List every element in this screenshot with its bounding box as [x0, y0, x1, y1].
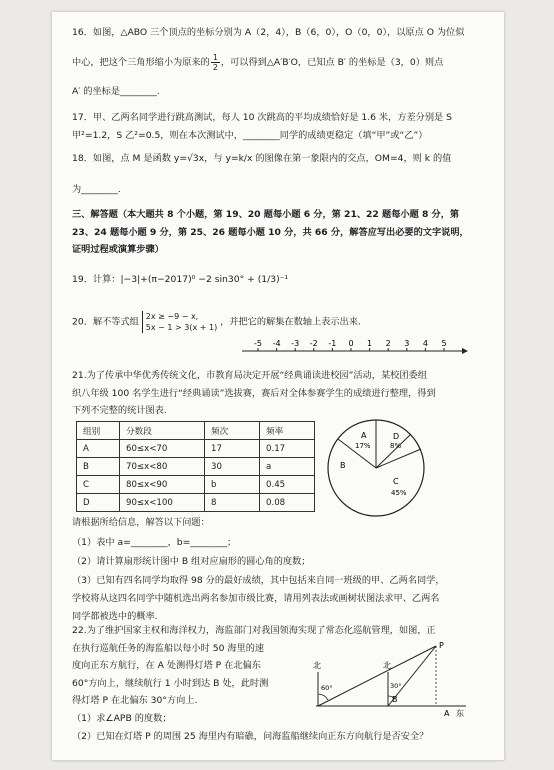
- table-cell: 0.08: [260, 494, 315, 512]
- section3-line3: 证明过程或演算步骤）: [72, 244, 164, 255]
- q16-line2-a: 中心，把这个三角形缩小为原来的: [72, 57, 210, 68]
- table-row: [77, 440, 315, 458]
- number-line-label: -3: [291, 339, 300, 348]
- table-cell: 0.17: [260, 440, 315, 458]
- table-header-cell: 组别: [77, 422, 120, 440]
- number-line-label: -5: [254, 339, 262, 348]
- q17-line2: 甲²=1.2，S 乙²=0.5，则在本次测试中，________同学的成绩更稳定（填“甲”或“乙”）: [72, 130, 428, 141]
- table-cell: 90≤x<100: [120, 494, 205, 512]
- table-row: [77, 458, 315, 476]
- point-b-label: B: [392, 695, 398, 704]
- q18-line1: 18．如图，点 M 是函数 y=√3x，与 y=k/x 的图像在第一象限内的交点，OM=4，则 k 的值: [72, 153, 452, 164]
- table-header-row: [77, 422, 315, 440]
- table-cell: 80≤x<90: [120, 476, 205, 494]
- q21-line1: 21.为了传承中华优秀传统文化，市教育局决定开展“经典诵读进校园”活动，某校团委组: [72, 370, 427, 381]
- q21-instruction: 请根据所给信息，解答以下问题：: [72, 517, 210, 528]
- section3-line1: 三、解答题（本大题共 8 个小题，第 19、20 题每小题 6 分，第 21、22 题每小题 8 分，第: [72, 209, 460, 220]
- inequality-2: 5x − 1 > 3(x + 1): [145, 323, 218, 332]
- number-line-label: -1: [328, 339, 337, 348]
- pie-pct-a: 17%: [355, 442, 371, 450]
- q21-part3-line2: 学校将从这四名同学中随机选出两名参加市级比赛，请用列表法或画树状图法求甲、乙两名: [72, 593, 440, 604]
- q21-part2: （2）请计算扇形统计图中 B 组对应扇形的圆心角的度数；: [72, 556, 311, 567]
- lighthouse-figure: [296, 638, 478, 718]
- number-line-label: 5: [441, 339, 447, 348]
- pie-label-c: C: [393, 477, 399, 486]
- inequality-1: 2x ≥ −9 − x,: [145, 312, 199, 321]
- q21-line2: 织八年级 100 名学生进行“经典诵读”选拔赛，赛后对全体参赛学生的成绩进行整理，得到: [72, 388, 436, 399]
- point-a-label: A: [444, 709, 450, 718]
- number-line-label: 3: [404, 339, 410, 348]
- table-cell: a: [260, 458, 315, 476]
- table-cell: 30: [205, 458, 260, 476]
- pie-pct-c: 45%: [391, 489, 407, 497]
- q21-line3: 下列不完整的统计图表.: [72, 405, 167, 416]
- table-row: [77, 494, 315, 512]
- table-cell: 0.45: [260, 476, 315, 494]
- frequency-table: [76, 421, 315, 512]
- table-row: [77, 476, 315, 494]
- pie-label-a: A: [361, 431, 367, 440]
- q22-part1: （1）求∠APB 的度数；: [72, 713, 172, 724]
- q22-line2: 在执行巡航任务的海监船以每小时 50 海里的速: [72, 643, 265, 654]
- q21-part3-line3: 同学都被选中的概率.: [72, 611, 158, 622]
- q22-part2: （2）已知在灯塔 P 的周围 25 海里内有暗礁，问海监船继续向正东方向航行是否安全？: [72, 731, 429, 742]
- q16-line3: A′ 的坐标是________.: [72, 86, 160, 97]
- q20-suffix: ，并把它的解集在数轴上表示出来.: [220, 316, 361, 328]
- q16-line1: 16．如图，△ABO 三个顶点的坐标分别为 A（2，4），B（6，0），O（0，0），以原点 O 为位似: [72, 27, 465, 38]
- q22-line4: 60°方向上，继续航行 1 小时到达 B 处，此时测: [72, 678, 269, 689]
- q17-line1: 17．甲、乙两名同学进行跳高测试，每人 10 次跳高的平均成绩恰好是 1.6 米，方差分别是 S: [72, 112, 452, 123]
- pie-label-b: B: [340, 461, 346, 470]
- q22-line5: 得灯塔 P 在北偏东 30°方向上.: [72, 695, 198, 706]
- angle-arc-a: [318, 694, 328, 700]
- q19-text: 19．计算：|−3|+(π−2017)⁰ −2 sin30° + (1/3)⁻¹: [72, 274, 289, 285]
- q22-line1: 22.为了维护国家主权和海洋权力，海监部门对我国领海实现了常态化巡航管理，如图，正: [72, 625, 436, 636]
- angle-30-label: 30°: [390, 682, 402, 690]
- east-label: 东: [456, 709, 464, 718]
- point-p-label: P: [439, 641, 444, 650]
- number-line-label: 2: [385, 339, 391, 348]
- q18-line2: 为________.: [72, 184, 121, 195]
- table-cell: B: [77, 458, 120, 476]
- table-header-cell: 频次: [205, 422, 260, 440]
- q20-prefix: 20．解不等式组: [72, 316, 139, 328]
- angle-60-label: 60°: [321, 684, 333, 692]
- fraction-one-half: $\frac{1}{2}$: [212, 53, 218, 72]
- table-header-cell: 分数段: [120, 422, 205, 440]
- number-line-label: -4: [272, 339, 281, 348]
- number-line-label: 1: [367, 339, 373, 348]
- table-cell: b: [205, 476, 260, 494]
- number-line-label: 4: [422, 339, 428, 348]
- table-cell: 8: [205, 494, 260, 512]
- table-cell: A: [77, 440, 120, 458]
- table-cell: C: [77, 476, 120, 494]
- line-ap: [318, 646, 436, 706]
- table-cell: D: [77, 494, 120, 512]
- north-label-b: 北: [383, 661, 391, 670]
- pie-pct-d: 8%: [390, 442, 402, 450]
- q21-part3-line1: （3）已知有四名同学均取得 98 分的最好成绩，其中包括来自同一班级的甲、乙两名同学，: [72, 575, 445, 586]
- section3-line2: 23、24 题每小题 9 分，第 25、26 题每小题 10 分，共 66 分，解答应写出必要的文字说明，: [72, 227, 469, 238]
- table-header-cell: 频率: [260, 422, 315, 440]
- pie-label-d: D: [393, 432, 400, 441]
- number-line-label: 0: [348, 339, 354, 348]
- north-label-a: 北: [313, 661, 321, 670]
- q16-line2-b: ，可以得到△A′B′O，已知点 B′ 的坐标是（3，0）则点: [220, 57, 444, 68]
- table-cell: 17: [205, 440, 260, 458]
- pie-divider: [376, 449, 421, 468]
- q22-line3: 度向正东方航行，在 A 处测得灯塔 P 在北偏东: [72, 660, 261, 671]
- number-line-label: -2: [309, 339, 318, 348]
- table-cell: 60≤x<70: [120, 440, 205, 458]
- table-cell: 70≤x<80: [120, 458, 205, 476]
- pie-chart: [318, 412, 438, 522]
- q21-part1: （1）表中 a=________，b=________；: [72, 537, 237, 548]
